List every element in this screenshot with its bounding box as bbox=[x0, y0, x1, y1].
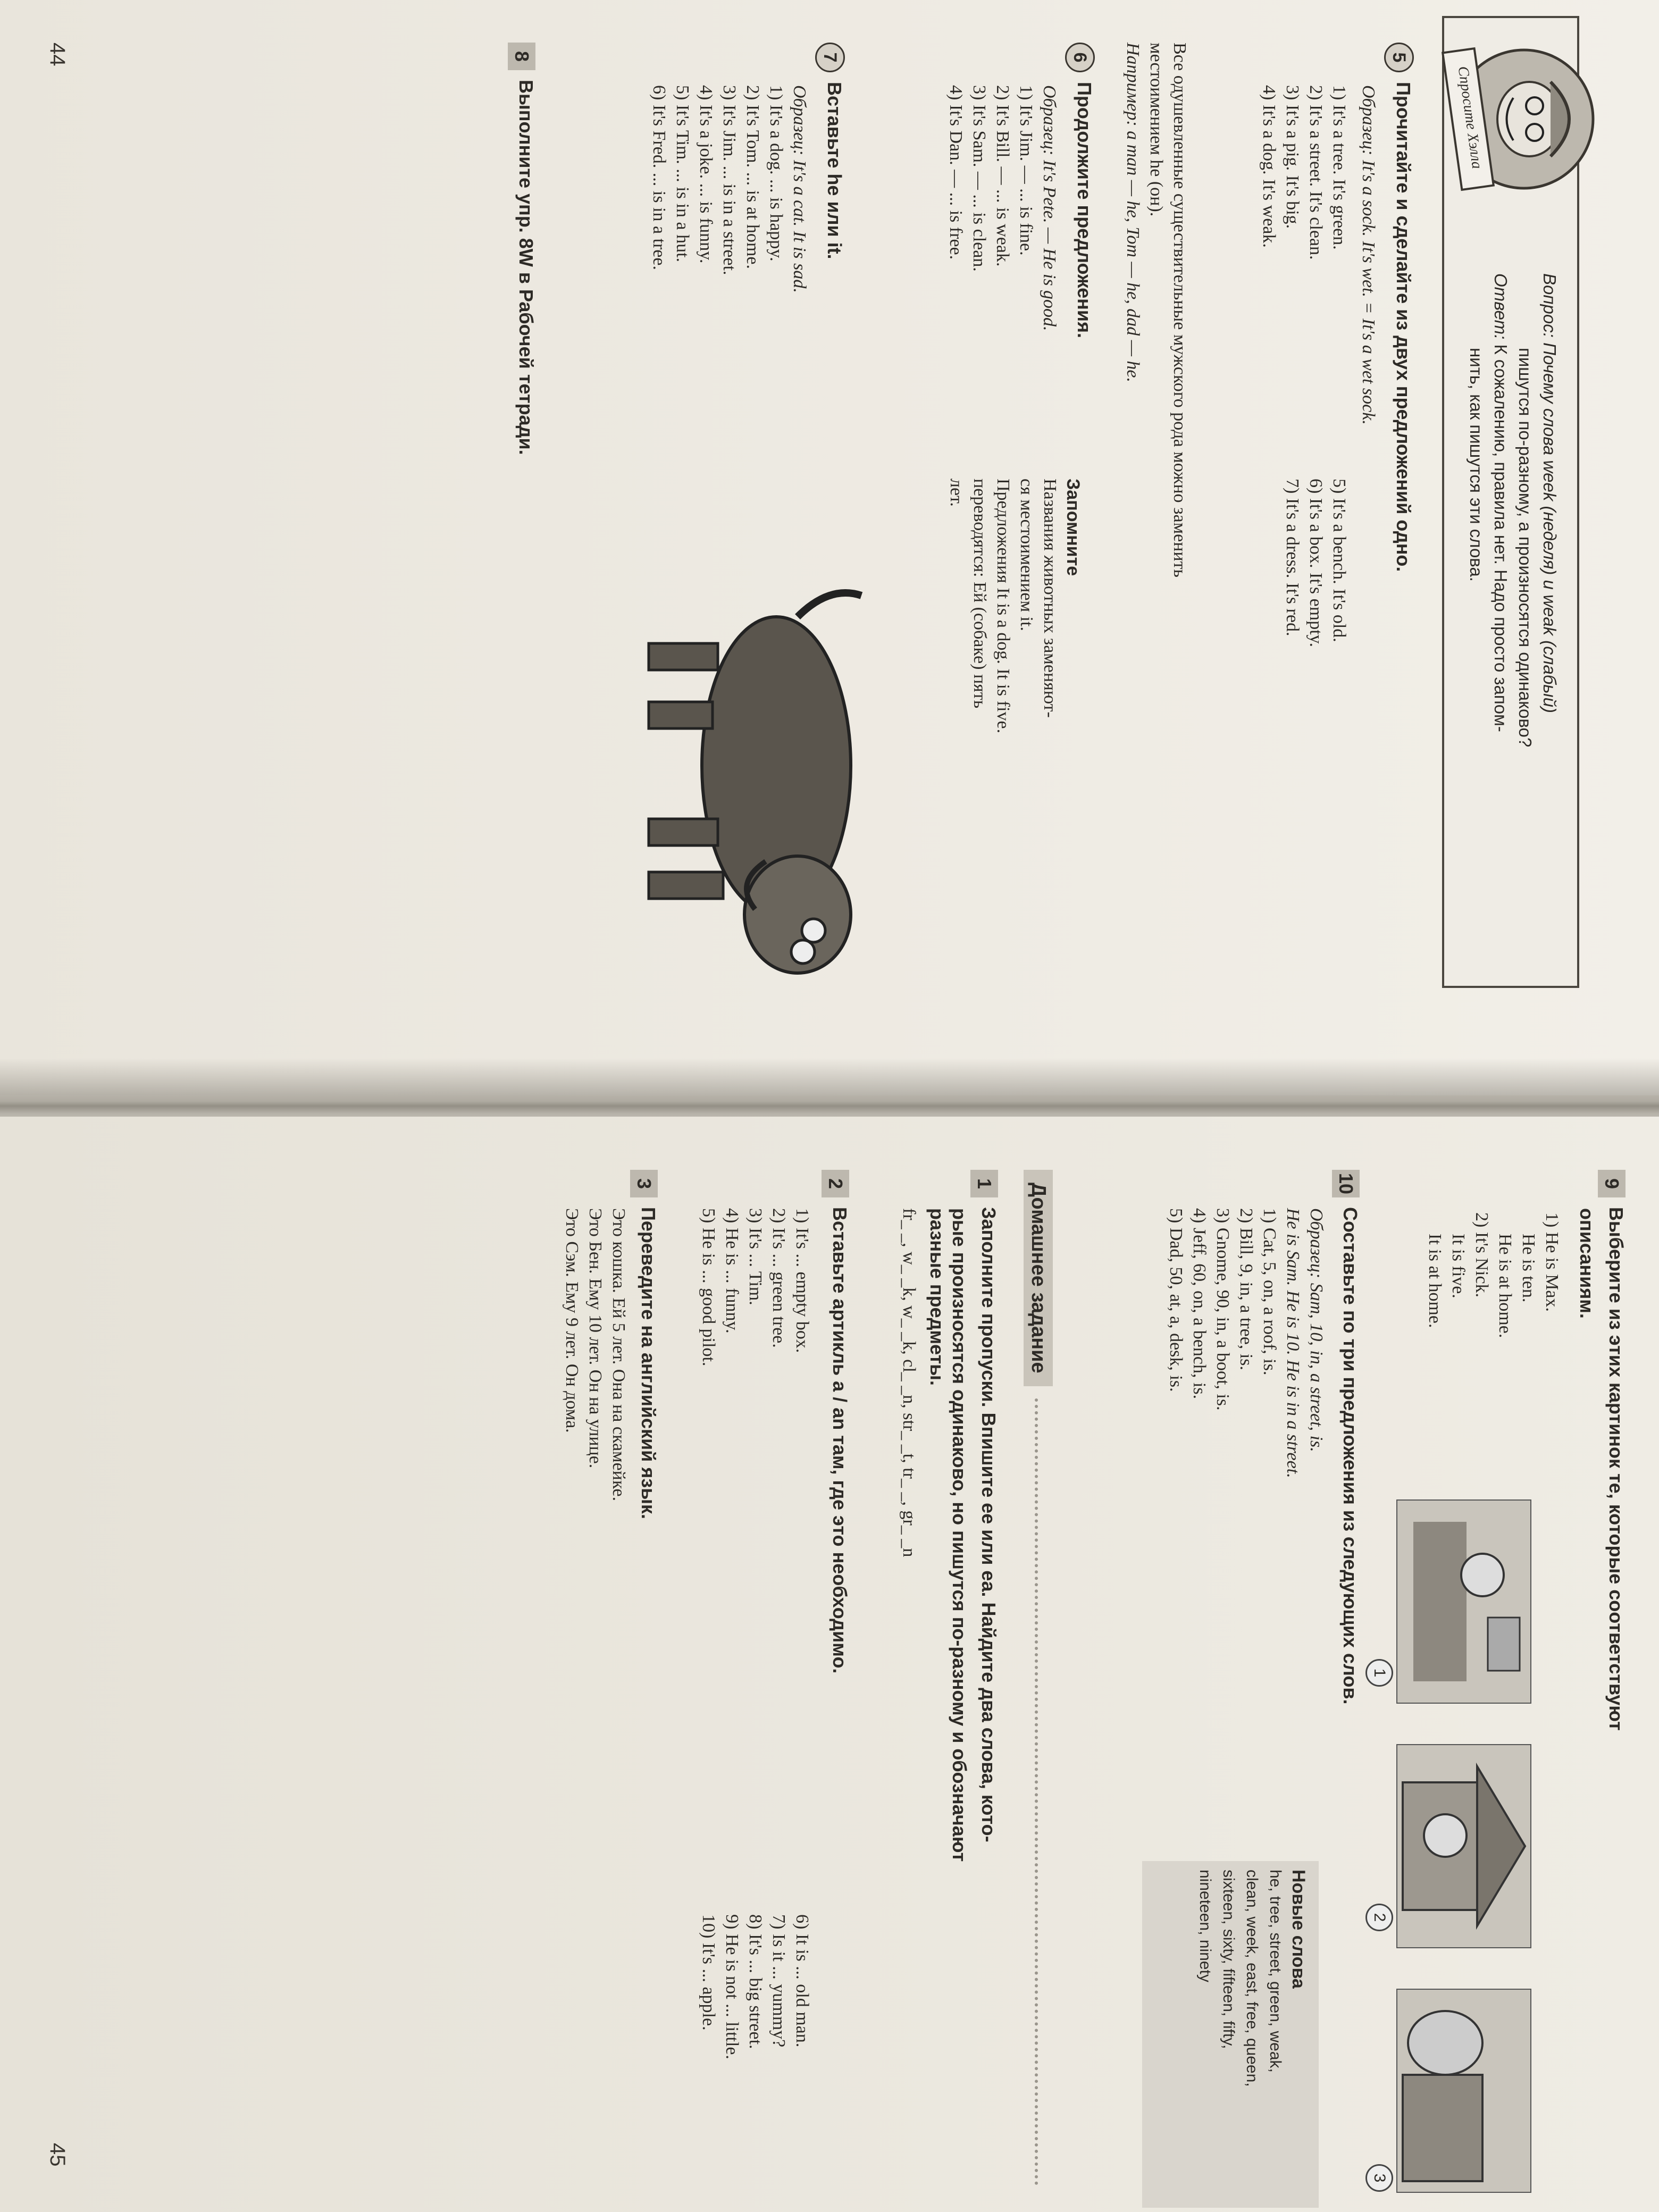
remember-line: Предложения It is a dog. It is five. bbox=[993, 479, 1013, 734]
homework-1-number: 1 bbox=[970, 1170, 998, 1197]
exercise-6-model: Образец: It's Pete. — He is good. bbox=[1039, 85, 1059, 331]
exercise-10-items bbox=[1164, 1208, 1281, 1861]
list-item: 3) It's Sam. — ... is clean. bbox=[969, 85, 989, 272]
homework-exercise-1 bbox=[897, 1170, 1000, 2201]
list-item: 4) It's a dog. It's weak. bbox=[1259, 85, 1279, 248]
exercise-9-title-2: описаниям. bbox=[1576, 1208, 1598, 1319]
rule-line-2: местоимением he (он). bbox=[1146, 43, 1166, 217]
exercise-9-items bbox=[1423, 1212, 1563, 1338]
homework-1-title-2: рые произносятся одинаково, но пишутся по-разному и обозначают bbox=[948, 1208, 970, 1862]
answer-line-1 bbox=[1489, 273, 1512, 732]
exercise-5-number: 5 bbox=[1384, 43, 1414, 72]
list-item: It is at home. bbox=[1425, 1234, 1445, 1328]
list-item: 1) It's a dog. ... is happy. bbox=[766, 85, 786, 262]
homework-2-column-2 bbox=[697, 1914, 814, 2059]
homework-dotted-line bbox=[1035, 1398, 1038, 2185]
list-item: 1) It's ... empty box. bbox=[792, 1208, 812, 1353]
list-item: 6) It's a box. It's empty. bbox=[1306, 479, 1326, 647]
exercise-5-column-2 bbox=[1280, 479, 1351, 647]
homework-1-words: fr_ _, w_ _k, w_ _k, cl_ _n, str_ _t, tr_ _, gr_ _n bbox=[899, 1208, 919, 1557]
list-item: 7) Is it ... yummy? bbox=[769, 1914, 789, 2048]
question-label: Вопрос: bbox=[1540, 273, 1560, 338]
homework-3-lines bbox=[560, 1208, 630, 2201]
list-item: He is ten. bbox=[1519, 1234, 1538, 1303]
mascot-badge-text: Спросите Хэлла bbox=[1454, 65, 1486, 170]
list-item: 1) It's Jim. — ... is fine. bbox=[1016, 85, 1036, 256]
new-words-box bbox=[1142, 1861, 1319, 2208]
homework-exercise-2 bbox=[699, 1170, 851, 2201]
homework-3-number: 3 bbox=[630, 1170, 658, 1197]
question-line-1 bbox=[1538, 273, 1561, 713]
exercise-9-number: 9 bbox=[1598, 1170, 1626, 1197]
exercise-5-title: Прочитайте и сделайте из двух предложений одно. bbox=[1393, 82, 1414, 572]
right-page bbox=[0, 1117, 1659, 2212]
remember-line: ся местоимением it. bbox=[1017, 479, 1036, 631]
list-item: 1) Cat, 5, on, a roof, is. bbox=[1259, 1208, 1279, 1376]
list-item: 10) It's ... apple. bbox=[699, 1914, 718, 2031]
list-item: Это кошка. Ей 5 лет. Она на скамейке. bbox=[608, 1208, 629, 1502]
list-item: 4) It's a joke. ... is funny. bbox=[696, 85, 716, 264]
exercise-10 bbox=[1164, 1170, 1361, 1861]
list-item: 1) It's a tree. It's green. bbox=[1329, 85, 1349, 250]
homework-2-number: 2 bbox=[822, 1170, 849, 1197]
exercise-5-column-1 bbox=[1257, 85, 1351, 260]
pronoun-rule bbox=[1121, 43, 1191, 577]
remember-box bbox=[944, 479, 1085, 733]
new-words-line: nineteen, ninety bbox=[1196, 1870, 1214, 1982]
list-item: 2) It's Tom. ... is at home. bbox=[742, 85, 763, 269]
exercise-8 bbox=[508, 43, 537, 455]
homework-exercise-3 bbox=[560, 1170, 659, 2201]
remember-line: лет. bbox=[946, 479, 966, 507]
list-item: 9) He is not ... little. bbox=[722, 1914, 742, 2059]
left-page bbox=[0, 0, 1659, 1095]
picture-number-1: 1 bbox=[1365, 1659, 1393, 1687]
homework-header bbox=[1021, 1170, 1053, 2201]
list-item: 5) He is ... good pilot. bbox=[699, 1208, 718, 1367]
answer-label: Ответ: bbox=[1491, 273, 1511, 340]
answer-text-2: нить, как пишутся эти слова. bbox=[1467, 348, 1486, 582]
rule-example: Например: a man — he, Tom — he, dad — he. bbox=[1123, 43, 1143, 383]
remember-title: Запомните bbox=[1063, 479, 1083, 576]
exercise-9-title: Выберите из этих картинок те, которые соответствуют bbox=[1605, 1207, 1627, 1731]
list-item: 8) It's ... big street. bbox=[745, 1914, 765, 2049]
dog-illustration bbox=[638, 564, 893, 1000]
exercise-6-title: Продолжите предложения. bbox=[1074, 82, 1095, 338]
exercise-7-number: 7 bbox=[815, 43, 845, 72]
exercise-10-title: Составьте по три предложения из следующих слов. bbox=[1339, 1207, 1361, 1705]
list-item: 5) It's a bench. It's old. bbox=[1329, 479, 1349, 642]
list-item: 5) It's Tim. ... is in a hut. bbox=[672, 85, 692, 262]
homework-2-column-1 bbox=[697, 1208, 814, 1366]
mascot-illustration bbox=[1439, 29, 1598, 210]
list-item: 3) Gnome, 90, in, a boot, is. bbox=[1212, 1208, 1233, 1411]
exercise-6-number: 6 bbox=[1065, 43, 1095, 72]
list-item: 1) He is Max. bbox=[1542, 1212, 1562, 1312]
list-item: 6) It's Fred. ... is in a tree. bbox=[649, 85, 669, 270]
page-number-right: 45 bbox=[46, 2143, 69, 2167]
list-item: 4) It's Dan. — ... is free. bbox=[945, 85, 966, 260]
exercise-7-model: Образец: It's a cat. It is sad. bbox=[789, 85, 809, 293]
new-words-line: clean, week, east, free, queen, bbox=[1243, 1870, 1261, 2087]
list-item: 5) Dad, 50, at, a, desk, is. bbox=[1166, 1208, 1186, 1392]
exercise-8-text: Выполните упр. 8W в Рабочей тетради. bbox=[515, 80, 537, 455]
list-item: 7) It's a dress. It's red. bbox=[1283, 479, 1302, 636]
new-words-title: Новые слова bbox=[1288, 1870, 1309, 1989]
list-item: 2) It's a street. It's clean. bbox=[1306, 85, 1326, 260]
exercise-5 bbox=[1259, 43, 1414, 1053]
list-item: 6) It is ... old man. bbox=[792, 1914, 812, 2048]
answer-text-1: К сожалению, правила нет. Надо просто запом- bbox=[1491, 344, 1511, 732]
page-number-left: 44 bbox=[46, 43, 69, 66]
list-item: 2) It's Bill. — ... is weak. bbox=[992, 85, 1012, 267]
list-item: 2) Bill, 9, in, a tree, is. bbox=[1236, 1208, 1256, 1371]
homework-2-title: Вставьте артикль a / an там, где это необходимо. bbox=[829, 1207, 851, 1674]
exercise-7-title: Вставьте he или it. bbox=[824, 82, 845, 259]
list-item: 2) It's ... green tree. bbox=[769, 1208, 789, 1348]
exercise-7-items bbox=[647, 85, 787, 521]
picture-boy-at-desk bbox=[1396, 1499, 1531, 1704]
list-item: Это Бен. Ему 10 лет. Он на улице. bbox=[585, 1208, 605, 1469]
exercise-10-number: 10 bbox=[1332, 1170, 1360, 1197]
exercise-10-model-1: Образец: Sam, 10, in, a street, is. bbox=[1306, 1208, 1326, 1452]
list-item: 3) It's a pig. It's big. bbox=[1283, 85, 1302, 229]
picture-number-3: 3 bbox=[1365, 2164, 1393, 2192]
question-box bbox=[1442, 16, 1579, 988]
list-item: He is at home. bbox=[1495, 1234, 1515, 1338]
rule-line-1: Все одушевленные существительные мужского рода можно заменить bbox=[1170, 43, 1189, 577]
question-text-1: Почему слова week (неделя) и weak (слабый) bbox=[1540, 342, 1560, 713]
list-item: Это Сэм. Ему 9 лет. Он дома. bbox=[562, 1208, 582, 1433]
new-words-line: sixteen, sixty, fifteen, fifty, bbox=[1220, 1870, 1237, 2049]
list-item: 4) Jeff, 60, on, a bench, is. bbox=[1189, 1208, 1209, 1400]
exercise-10-model-2: He is Sam. He is 10. He is in a street. bbox=[1283, 1208, 1303, 1478]
remember-line: переводятся: Ей (собаке) пять bbox=[970, 479, 990, 709]
remember-line: Названия животных заменяют- bbox=[1040, 479, 1060, 718]
homework-heading: Домашнее задание bbox=[1024, 1170, 1053, 1386]
picture-number-2: 2 bbox=[1365, 1904, 1393, 1931]
exercise-7 bbox=[647, 43, 845, 521]
list-item: 3) It's Jim. ... is in a street. bbox=[719, 85, 739, 275]
exercise-9 bbox=[1371, 1170, 1627, 2183]
exercise-6 bbox=[944, 43, 1095, 521]
exercise-5-model: Образец: It's a sock. It's wet. = It's a wet sock. bbox=[1358, 85, 1378, 425]
picture-dog-at-kennel bbox=[1396, 1989, 1531, 2193]
question-text-2: пишутся по-разному, а произносятся одинаково? bbox=[1515, 348, 1535, 748]
list-item: 3) It's ... Tim. bbox=[745, 1208, 765, 1305]
list-item: 2) It's Nick. bbox=[1472, 1212, 1492, 1298]
homework-1-title-1: Заполните пропуски. Впишите ee или ea. Найдите два слова, кото- bbox=[978, 1207, 1000, 1842]
picture-gnome-in-house bbox=[1396, 1744, 1531, 1948]
exercise-8-number: 8 bbox=[508, 43, 535, 70]
list-item: 4) He is ... funny. bbox=[722, 1208, 742, 1334]
list-item: It is five. bbox=[1448, 1234, 1468, 1298]
homework-1-title-3: разные предметы. bbox=[926, 1208, 948, 1386]
homework-3-title: Переведите на английский язык. bbox=[638, 1207, 659, 1519]
exercise-6-items bbox=[944, 85, 1037, 521]
new-words-line: he, tree, street, green, weak, bbox=[1267, 1870, 1284, 2073]
